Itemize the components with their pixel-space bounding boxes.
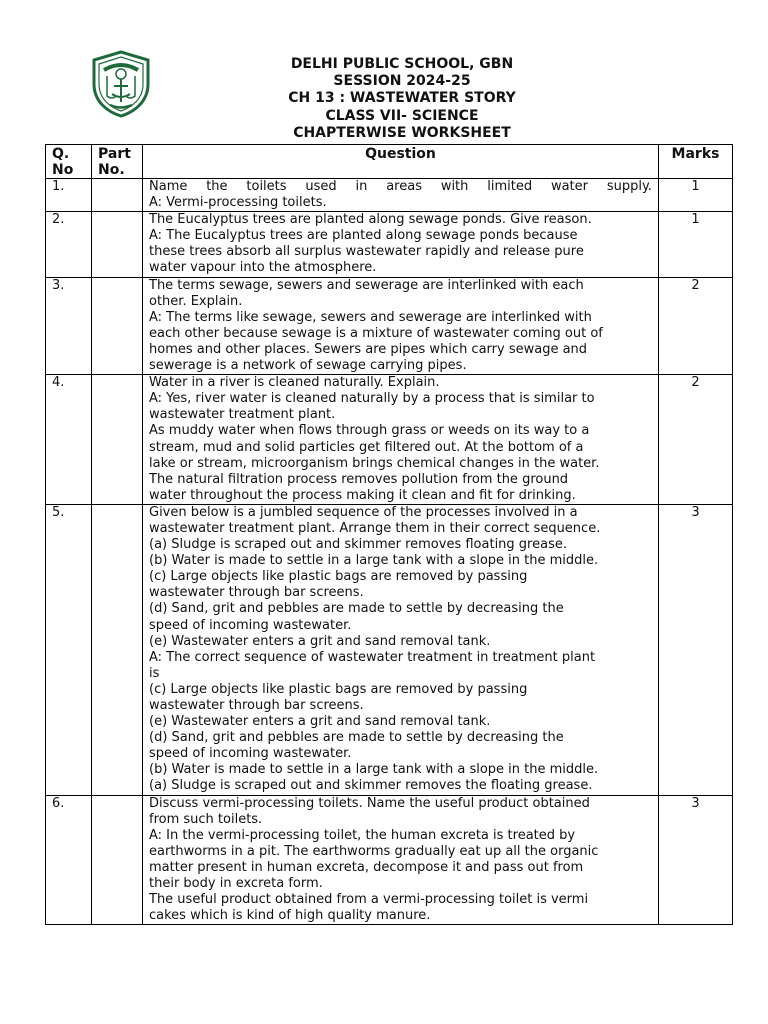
question-word: used: [305, 179, 337, 194]
question-line: (c) Large objects like plastic bags are removed by passing: [149, 569, 528, 585]
question-word: limited: [487, 179, 533, 194]
question-line: each other because sewage is a mixture of wastewater coming out of: [149, 325, 603, 341]
question-line: The Eucalyptus trees are planted along sewage ponds. Give reason.: [149, 212, 592, 228]
question-line: Discuss vermi-processing toilets. Name the useful product obtained: [149, 795, 590, 811]
question-word: areas: [386, 179, 422, 194]
question-line: The natural filtration process removes pollution from the ground: [149, 471, 569, 487]
marks-value: 1: [659, 212, 733, 277]
session: SESSION 2024-25: [333, 73, 471, 90]
question-line: speed of incoming wastewater.: [149, 746, 352, 762]
question-line: wastewater treatment plant.: [149, 407, 336, 423]
question-text: [143, 212, 659, 277]
school-name: DELHI PUBLIC SCHOOL, GBN: [290, 56, 514, 72]
question-line: stream, mud and solid particles get filtered out. At the bottom of a: [149, 439, 584, 455]
question-word: Name: [149, 179, 188, 194]
question-line: [149, 179, 652, 195]
question-line: (b) Water is made to settle in a large tank with a slope in the middle.: [149, 553, 599, 569]
marks-value: 2: [659, 375, 733, 505]
question-line: sewerage is a network of sewage carrying pipes.: [149, 358, 467, 374]
table-row: [46, 212, 733, 277]
table-row: [46, 179, 733, 212]
worksheet-header: [200, 56, 604, 142]
part-number: [92, 179, 143, 212]
part-number: [92, 504, 143, 795]
question-line: matter present in human excreta, decompose it and pass out from: [149, 859, 584, 875]
part-number: [92, 212, 143, 277]
question-line: is: [149, 665, 160, 681]
chapter-title: CH 13 : WASTEWATER STORY: [288, 90, 516, 107]
table-row: [46, 504, 733, 795]
question-line: lake or stream, microorganism brings chemical changes in the water.: [149, 455, 600, 471]
question-line: A: Vermi-processing toilets.: [149, 195, 327, 211]
worksheet-title: CHAPTERWISE WORKSHEET: [293, 124, 511, 141]
question-line: (c) Large objects like plastic bags are removed by passing: [149, 681, 528, 697]
question-line: earthworms in a pit. The earthworms gradually eat up all the organic: [149, 843, 599, 859]
question-line: (a) Sludge is scraped out and skimmer removes floating grease.: [149, 537, 567, 553]
question-line: (e) Wastewater enters a grit and sand removal tank.: [149, 714, 491, 730]
question-text: [143, 277, 659, 375]
question-word: in: [355, 179, 368, 194]
question-number: 2.: [46, 212, 92, 277]
part-number: [92, 375, 143, 505]
part-number: [92, 277, 143, 375]
header-question: Question: [143, 145, 659, 179]
header-part: Part No.: [92, 145, 143, 179]
marks-value: 2: [659, 277, 733, 375]
question-line: from such toilets.: [149, 811, 263, 827]
question-line: water throughout the process making it clean and fit for drinking.: [149, 487, 576, 503]
question-line: wastewater through bar screens.: [149, 698, 364, 713]
question-line: (d) Sand, grit and pebbles are made to settle by decreasing the: [149, 601, 564, 617]
question-line: A: The Eucalyptus trees are planted along sewage ponds because: [149, 228, 578, 244]
question-line: A: The terms like sewage, sewers and sewerage are interlinked with: [149, 309, 592, 325]
worksheet-table: [45, 144, 733, 925]
question-line: speed of incoming wastewater.: [149, 617, 352, 633]
question-line: The terms sewage, sewers and sewerage are interlinked with each: [149, 277, 584, 293]
question-word: water: [550, 179, 588, 194]
question-line: (e) Wastewater enters a grit and sand removal tank.: [149, 633, 491, 649]
question-line: The useful product obtained from a vermi-processing toilet is vermi: [149, 892, 589, 908]
question-line: Water in a river is cleaned naturally. Explain.: [149, 375, 440, 391]
question-line: (a) Sludge is scraped out and skimmer removes the floating grease.: [149, 778, 593, 794]
question-text: [143, 179, 659, 212]
question-line: wastewater treatment plant. Arrange them in their correct sequence.: [149, 520, 601, 536]
marks-value: 3: [659, 795, 733, 925]
class-subject: CLASS VII- SCIENCE: [325, 107, 479, 124]
question-text: [143, 375, 659, 505]
question-line: (d) Sand, grit and pebbles are made to settle by decreasing the: [149, 730, 564, 746]
table-row: [46, 375, 733, 505]
question-line: A: The correct sequence of wastewater treatment in treatment plant: [149, 649, 596, 665]
school-crest-icon: [90, 50, 152, 118]
question-number: 4.: [46, 375, 92, 505]
question-number: 1.: [46, 179, 92, 212]
table-header-row: [46, 145, 733, 179]
question-line: wastewater through bar screens.: [149, 585, 364, 601]
question-line: homes and other places. Sewers are pipes which carry sewage and: [149, 341, 588, 357]
table-row: [46, 795, 733, 925]
question-line: (b) Water is made to settle in a large tank with a slope in the middle.: [149, 762, 599, 778]
question-line: water vapour into the atmosphere.: [149, 260, 377, 276]
part-number: [92, 795, 143, 925]
question-line: A: In the vermi-processing toilet, the human excreta is treated by: [149, 827, 576, 843]
question-line: A: Yes, river water is cleaned naturally by a process that is similar to: [149, 391, 595, 407]
question-line: other. Explain.: [149, 293, 243, 309]
question-line: Given below is a jumbled sequence of the processes involved in a: [149, 504, 578, 520]
question-line: these trees absorb all surplus wastewater rapidly and release pure: [149, 244, 584, 260]
question-number: 5.: [46, 504, 92, 795]
question-word: supply.: [606, 179, 652, 194]
question-word: the: [206, 179, 228, 194]
question-text: [143, 504, 659, 795]
header-marks: Marks: [659, 145, 733, 179]
question-line: cakes which is kind of high quality manure.: [149, 908, 431, 924]
question-word: toilets: [246, 179, 287, 194]
header-qno: Q. No: [46, 145, 92, 179]
table-row: [46, 277, 733, 375]
question-text: [143, 795, 659, 925]
marks-value: 1: [659, 179, 733, 212]
question-number: 3.: [46, 277, 92, 375]
question-number: 6.: [46, 795, 92, 925]
marks-value: 3: [659, 504, 733, 795]
question-word: with: [440, 179, 469, 194]
question-line: their body in excreta form.: [149, 876, 323, 892]
question-line: As muddy water when flows through grass or weeds on its way to a: [149, 423, 590, 439]
